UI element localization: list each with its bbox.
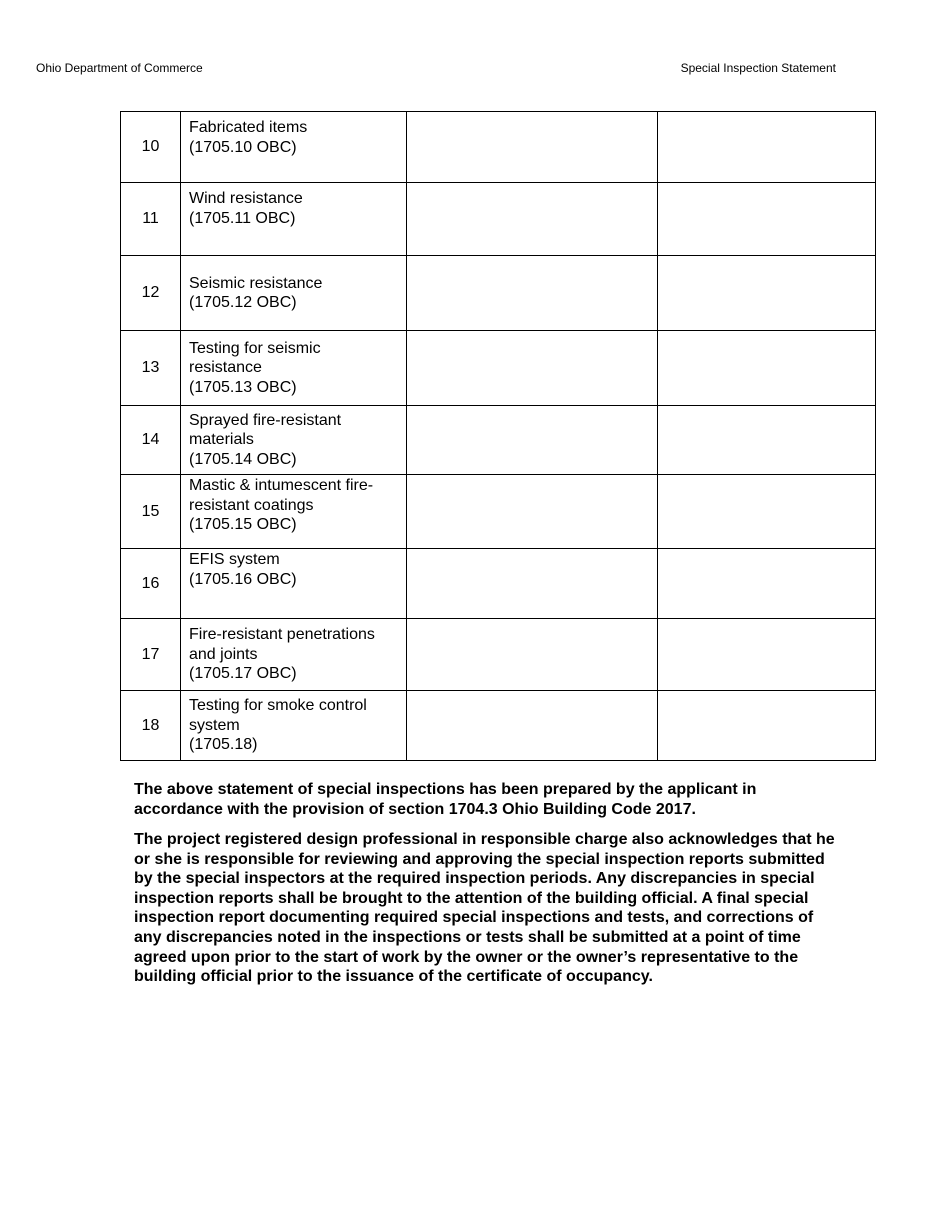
table-cell — [407, 691, 658, 761]
item-line: Sprayed fire-resistant — [189, 411, 342, 429]
item-line: (1705.11 OBC) — [189, 209, 296, 227]
inspection-item — [181, 183, 407, 256]
row-number: 17 — [121, 619, 181, 691]
row-number: 13 — [121, 331, 181, 406]
item-line: resistance — [189, 359, 262, 377]
item-line: (1705.18) — [189, 736, 258, 754]
item-line: and joints — [189, 645, 258, 663]
table-row — [121, 406, 876, 475]
row-number: 10 — [121, 112, 181, 183]
table-row — [121, 475, 876, 549]
row-number: 16 — [121, 549, 181, 619]
table-cell — [658, 112, 876, 183]
item-line: materials — [189, 431, 254, 449]
table-cell — [407, 112, 658, 183]
item-line: EFIS system — [189, 551, 280, 568]
statement-preparation-paragraph: The above statement of special inspections has been prepared by the applicant in accordance with the provision of section 1704.3 Ohio Building Code 2017. — [134, 781, 757, 818]
table-cell — [658, 619, 876, 691]
header-document-title: Special Inspection Statement — [680, 61, 836, 75]
item-line: Mastic & intumescent fire- — [189, 477, 374, 494]
table-row — [121, 331, 876, 406]
table-row — [121, 256, 876, 331]
table-cell — [658, 406, 876, 475]
item-line: Fire-resistant penetrations — [189, 626, 375, 644]
item-line: Testing for seismic — [189, 339, 321, 357]
row-number: 12 — [121, 256, 181, 331]
inspection-item — [181, 112, 407, 183]
table-cell — [407, 183, 658, 256]
row-number: 11 — [121, 183, 181, 256]
item-line: (1705.14 OBC) — [189, 450, 297, 468]
table-cell — [658, 183, 876, 256]
item-line: (1705.16 OBC) — [189, 570, 297, 588]
item-line: Fabricated items — [189, 119, 308, 136]
table-cell — [407, 406, 658, 475]
inspection-item — [181, 475, 407, 549]
table-cell — [407, 331, 658, 406]
table-row — [121, 549, 876, 619]
table-cell — [658, 549, 876, 619]
row-number: 15 — [121, 475, 181, 549]
row-number: 14 — [121, 406, 181, 475]
table-row — [121, 183, 876, 256]
table-row — [121, 619, 876, 691]
inspection-item — [181, 619, 407, 691]
special-inspection-table — [120, 111, 876, 761]
inspection-item — [181, 691, 407, 761]
inspection-item — [181, 406, 407, 475]
table-cell — [407, 256, 658, 331]
item-line: (1705.12 OBC) — [189, 294, 297, 311]
table-cell — [658, 475, 876, 549]
table-cell — [658, 691, 876, 761]
table-row — [121, 112, 876, 183]
item-line: (1705.13 OBC) — [189, 378, 297, 396]
inspection-item — [181, 549, 407, 619]
row-number: 18 — [121, 691, 181, 761]
item-line: resistant coatings — [189, 496, 314, 514]
table-cell — [658, 331, 876, 406]
item-line: (1705.17 OBC) — [189, 665, 297, 683]
item-line: Seismic resistance — [189, 274, 323, 292]
statement-acknowledgement-paragraph: The project registered design professional in responsible charge also acknowledges that he or she is responsible for reviewing and approving the special inspection reports submitted by the special inspectors at the required inspection periods. Any discrepancies in special inspection reports shall be brought to the attention of the building official. A final special inspection report documenting required special inspections and tests, and corrections of any discrepancies noted in the inspections or tests shall be submitted at a point of time agreed upon prior to the start of work by the owner or the owner’s representative to the building official prior to the issuance of the certificate of occupancy. — [134, 831, 835, 986]
table-cell — [407, 549, 658, 619]
inspection-item — [181, 256, 407, 331]
item-line: system — [189, 716, 240, 734]
item-line: (1705.15 OBC) — [189, 516, 297, 533]
table-cell — [407, 619, 658, 691]
item-line: (1705.10 OBC) — [189, 138, 297, 156]
header-agency: Ohio Department of Commerce — [36, 61, 203, 75]
item-line: Testing for smoke control — [189, 697, 367, 715]
table-cell — [407, 475, 658, 549]
item-line: Wind resistance — [189, 190, 303, 207]
table-row — [121, 691, 876, 761]
table-cell — [658, 256, 876, 331]
inspection-item — [181, 331, 407, 406]
